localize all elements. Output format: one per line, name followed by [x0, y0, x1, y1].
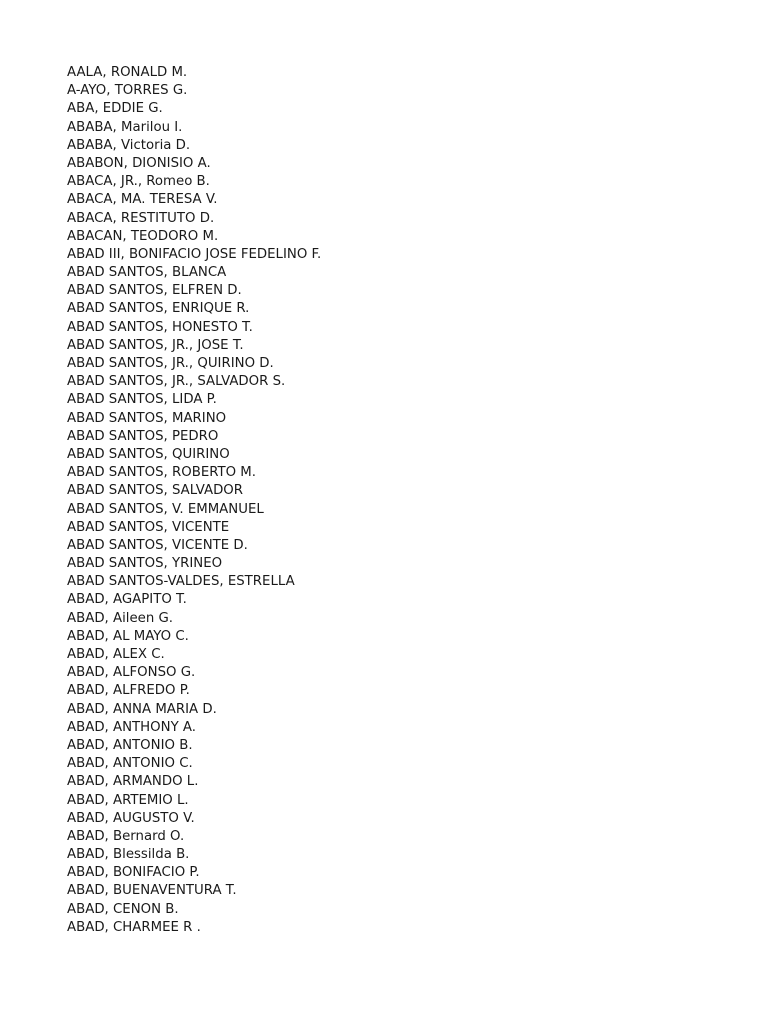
list-item: ABAD SANTOS, ROBERTO M.	[67, 465, 257, 481]
list-item: ABAD, ANTONIO B.	[67, 737, 193, 753]
list-item: ABAD, ARMANDO L.	[67, 774, 199, 790]
list-item: ABAD SANTOS, SALVADOR	[67, 483, 244, 499]
list-item: ABAD SANTOS, JR., SALVADOR S.	[67, 374, 286, 390]
list-item: ABACAN, TEODORO M.	[67, 228, 219, 244]
list-item: ABAD SANTOS, JR., QUIRINO D.	[67, 356, 274, 371]
list-item: ABA, EDDIE G.	[67, 101, 163, 117]
list-item: ABAD, Blessilda B.	[67, 847, 190, 863]
list-item: ABAD, ARTEMIO L.	[67, 792, 189, 808]
list-item: ABAD SANTOS, HONESTO T.	[67, 319, 253, 335]
list-item: ABAD SANTOS, JR., JOSE T.	[67, 337, 244, 353]
list-item: ABAD, CHARMEE R .	[67, 919, 201, 935]
list-item: ABAD III, BONIFACIO JOSE FEDELINO F.	[67, 246, 322, 262]
list-item: ABAD SANTOS, QUIRINO	[67, 446, 230, 462]
list-item: ABACA, RESTITUTO D.	[67, 210, 215, 226]
list-item: ABAD, Aileen G.	[67, 610, 174, 626]
list-item: ABAD, ALFREDO P.	[67, 683, 190, 699]
list-item: AALA, RONALD M.	[67, 65, 188, 80]
list-item: ABAD, AUGUSTO V.	[67, 810, 195, 826]
list-item: ABAD, ANTONIO C.	[67, 756, 193, 772]
name-list	[67, 64, 321, 937]
list-item: ABAD, BUENAVENTURA T.	[67, 883, 237, 899]
list-item: ABACA, JR., Romeo B.	[67, 174, 210, 190]
list-item: ABAD SANTOS, ENRIQUE R.	[67, 301, 250, 317]
list-item: ABAD SANTOS, VICENTE	[67, 519, 230, 535]
list-item: ABAD SANTOS, YRINEO	[67, 556, 223, 572]
list-item: ABAD SANTOS, LIDA P.	[67, 392, 217, 408]
list-item: ABAD SANTOS, MARINO	[67, 410, 227, 426]
list-item: ABAD, ALEX C.	[67, 647, 165, 662]
list-item: ABAD, AL MAYO C.	[67, 628, 189, 644]
list-item: ABABON, DIONISIO A.	[67, 155, 211, 171]
list-item: ABABA, Victoria D.	[67, 137, 191, 153]
list-item: ABAD, ANNA MARIA D.	[67, 701, 217, 717]
list-item: ABAD, AGAPITO T.	[67, 592, 187, 608]
list-item: ABACA, MA. TERESA V.	[67, 192, 218, 208]
list-item: ABABA, Marilou I.	[67, 119, 183, 135]
list-item: ABAD SANTOS, ELFREN D.	[67, 283, 242, 299]
list-item: A-AYO, TORRES G.	[67, 83, 188, 99]
list-item: ABAD, CENON B.	[67, 901, 179, 917]
list-item: ABAD SANTOS, V. EMMANUEL	[67, 501, 264, 517]
list-item: ABAD SANTOS-VALDES, ESTRELLA	[67, 574, 295, 590]
list-item: ABAD SANTOS, BLANCA	[67, 265, 227, 281]
list-item: ABAD SANTOS, VICENTE D.	[67, 537, 248, 553]
list-item: ABAD, ANTHONY A.	[67, 719, 197, 735]
list-item: ABAD, ALFONSO G.	[67, 665, 196, 681]
list-item: ABAD, Bernard O.	[67, 828, 185, 844]
list-item: ABAD, BONIFACIO P.	[67, 865, 200, 881]
list-item: ABAD SANTOS, PEDRO	[67, 428, 219, 444]
